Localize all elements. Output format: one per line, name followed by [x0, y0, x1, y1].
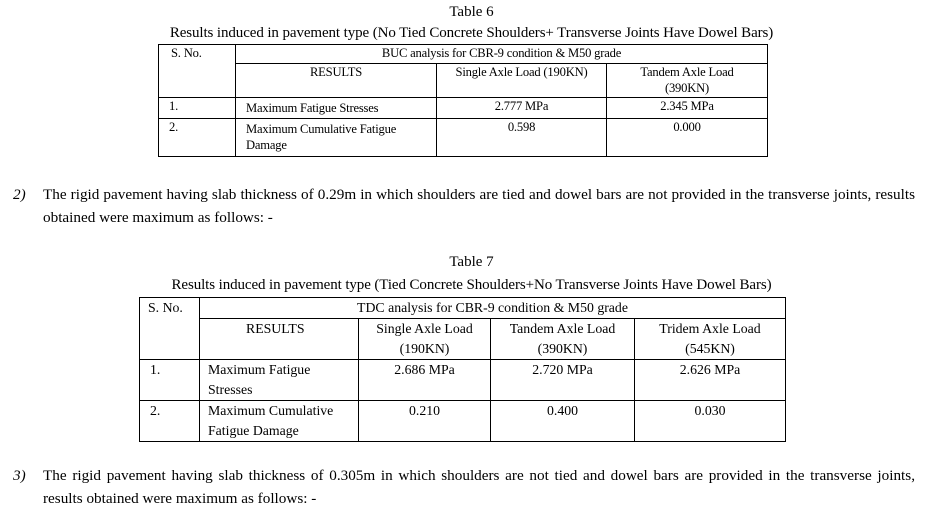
table7-col-single-axle [359, 319, 491, 360]
table7-caption: Results induced in pavement type (Tied Concrete Shoulders+No Transverse Joints Have Dowel Bars) [171, 277, 772, 293]
table7-col-single-line2: (190KN) [399, 341, 450, 356]
table7-row2-label-line2: Fatigue Damage [208, 423, 299, 438]
table-row [140, 360, 786, 401]
table7-col-tridem-line2: (545KN) [685, 341, 735, 356]
table7-title: Table 7 [449, 254, 494, 270]
table6 [158, 44, 768, 157]
table6-col-tandem-axle [607, 64, 768, 98]
table6-analysis-header: BUC analysis for CBR-9 condition & M50 grade [236, 45, 768, 64]
table6-col-tandem-line2: (390KN) [664, 81, 710, 95]
table7-col-tridem-axle [635, 319, 786, 360]
table6-row1-tandem: 2.345 MPa [607, 98, 768, 119]
table6-sno-header: S. No. [159, 45, 236, 98]
table7-row2-tridem: 0.030 [635, 401, 786, 442]
table7-row1-tandem: 2.720 MPa [491, 360, 635, 401]
table6-row1-sno: 1. [159, 98, 236, 119]
table7-row2-label-line1: Maximum Cumulative [208, 403, 334, 418]
table7-row2-single: 0.210 [359, 401, 491, 442]
table7-row1-sno: 1. [140, 360, 200, 401]
paragraph-2-text: The rigid pavement having slab thickness of 0.29m in which shoulders are tied and dowel bars are not provided in the transverse joints, results obtained were maximum as follows: - [43, 186, 915, 226]
table6-row2-label [236, 119, 437, 157]
table7-row2-sno: 2. [140, 401, 200, 442]
table7-results-header: RESULTS [200, 319, 359, 360]
table7-col-tandem-axle [491, 319, 635, 360]
table7 [139, 297, 786, 442]
table7-row1-label [200, 360, 359, 401]
table7-row2-label [200, 401, 359, 442]
table7-col-tandem-line1: Tandem Axle Load [509, 321, 616, 336]
table-row [140, 401, 786, 442]
table6-row1-label: Maximum Fatigue Stresses [236, 98, 437, 119]
table6-col-tandem-line1: Tandem Axle Load [640, 65, 734, 79]
table7-col-tridem-line1: Tridem Axle Load [659, 321, 761, 336]
table7-row1-label-line2: Stresses [208, 382, 253, 397]
table7-col-tandem-line2: (390KN) [537, 341, 588, 356]
table7-sno-header: S. No. [140, 298, 200, 360]
table6-results-header: RESULTS [236, 64, 437, 98]
table6-row2-label-line1: Maximum Cumulative Fatigue [246, 122, 397, 136]
table6-row2-tandem: 0.000 [607, 119, 768, 157]
table6-row2-single: 0.598 [437, 119, 607, 157]
table7-row1-single: 2.686 MPa [359, 360, 491, 401]
table6-caption: Results induced in pavement type (No Tied Concrete Shoulders+ Transverse Joints Have Dowel Bars) [169, 25, 774, 41]
paragraph-2-number: 2) [13, 186, 26, 203]
paragraph-3-text: The rigid pavement having slab thickness of 0.305m in which shoulders are not tied and dowel bars are provided in the transverse joints, results obtained were maximum as follows: - [43, 467, 915, 507]
table6-title: Table 6 [449, 4, 494, 20]
table-row [159, 98, 768, 119]
table7-analysis-header: TDC analysis for CBR-9 condition & M50 grade [200, 298, 786, 319]
table6-col-single-axle: Single Axle Load (190KN) [437, 64, 607, 98]
paragraph-3-number: 3) [13, 467, 26, 484]
table-row [159, 119, 768, 157]
table7-row2-tandem: 0.400 [491, 401, 635, 442]
table7-row1-label-line1: Maximum Fatigue [208, 362, 311, 377]
table6-row2-label-line2: Damage [246, 138, 287, 152]
table7-row1-tridem: 2.626 MPa [635, 360, 786, 401]
table7-col-single-line1: Single Axle Load [376, 321, 473, 336]
table6-row1-single: 2.777 MPa [437, 98, 607, 119]
table6-row2-sno: 2. [159, 119, 236, 157]
